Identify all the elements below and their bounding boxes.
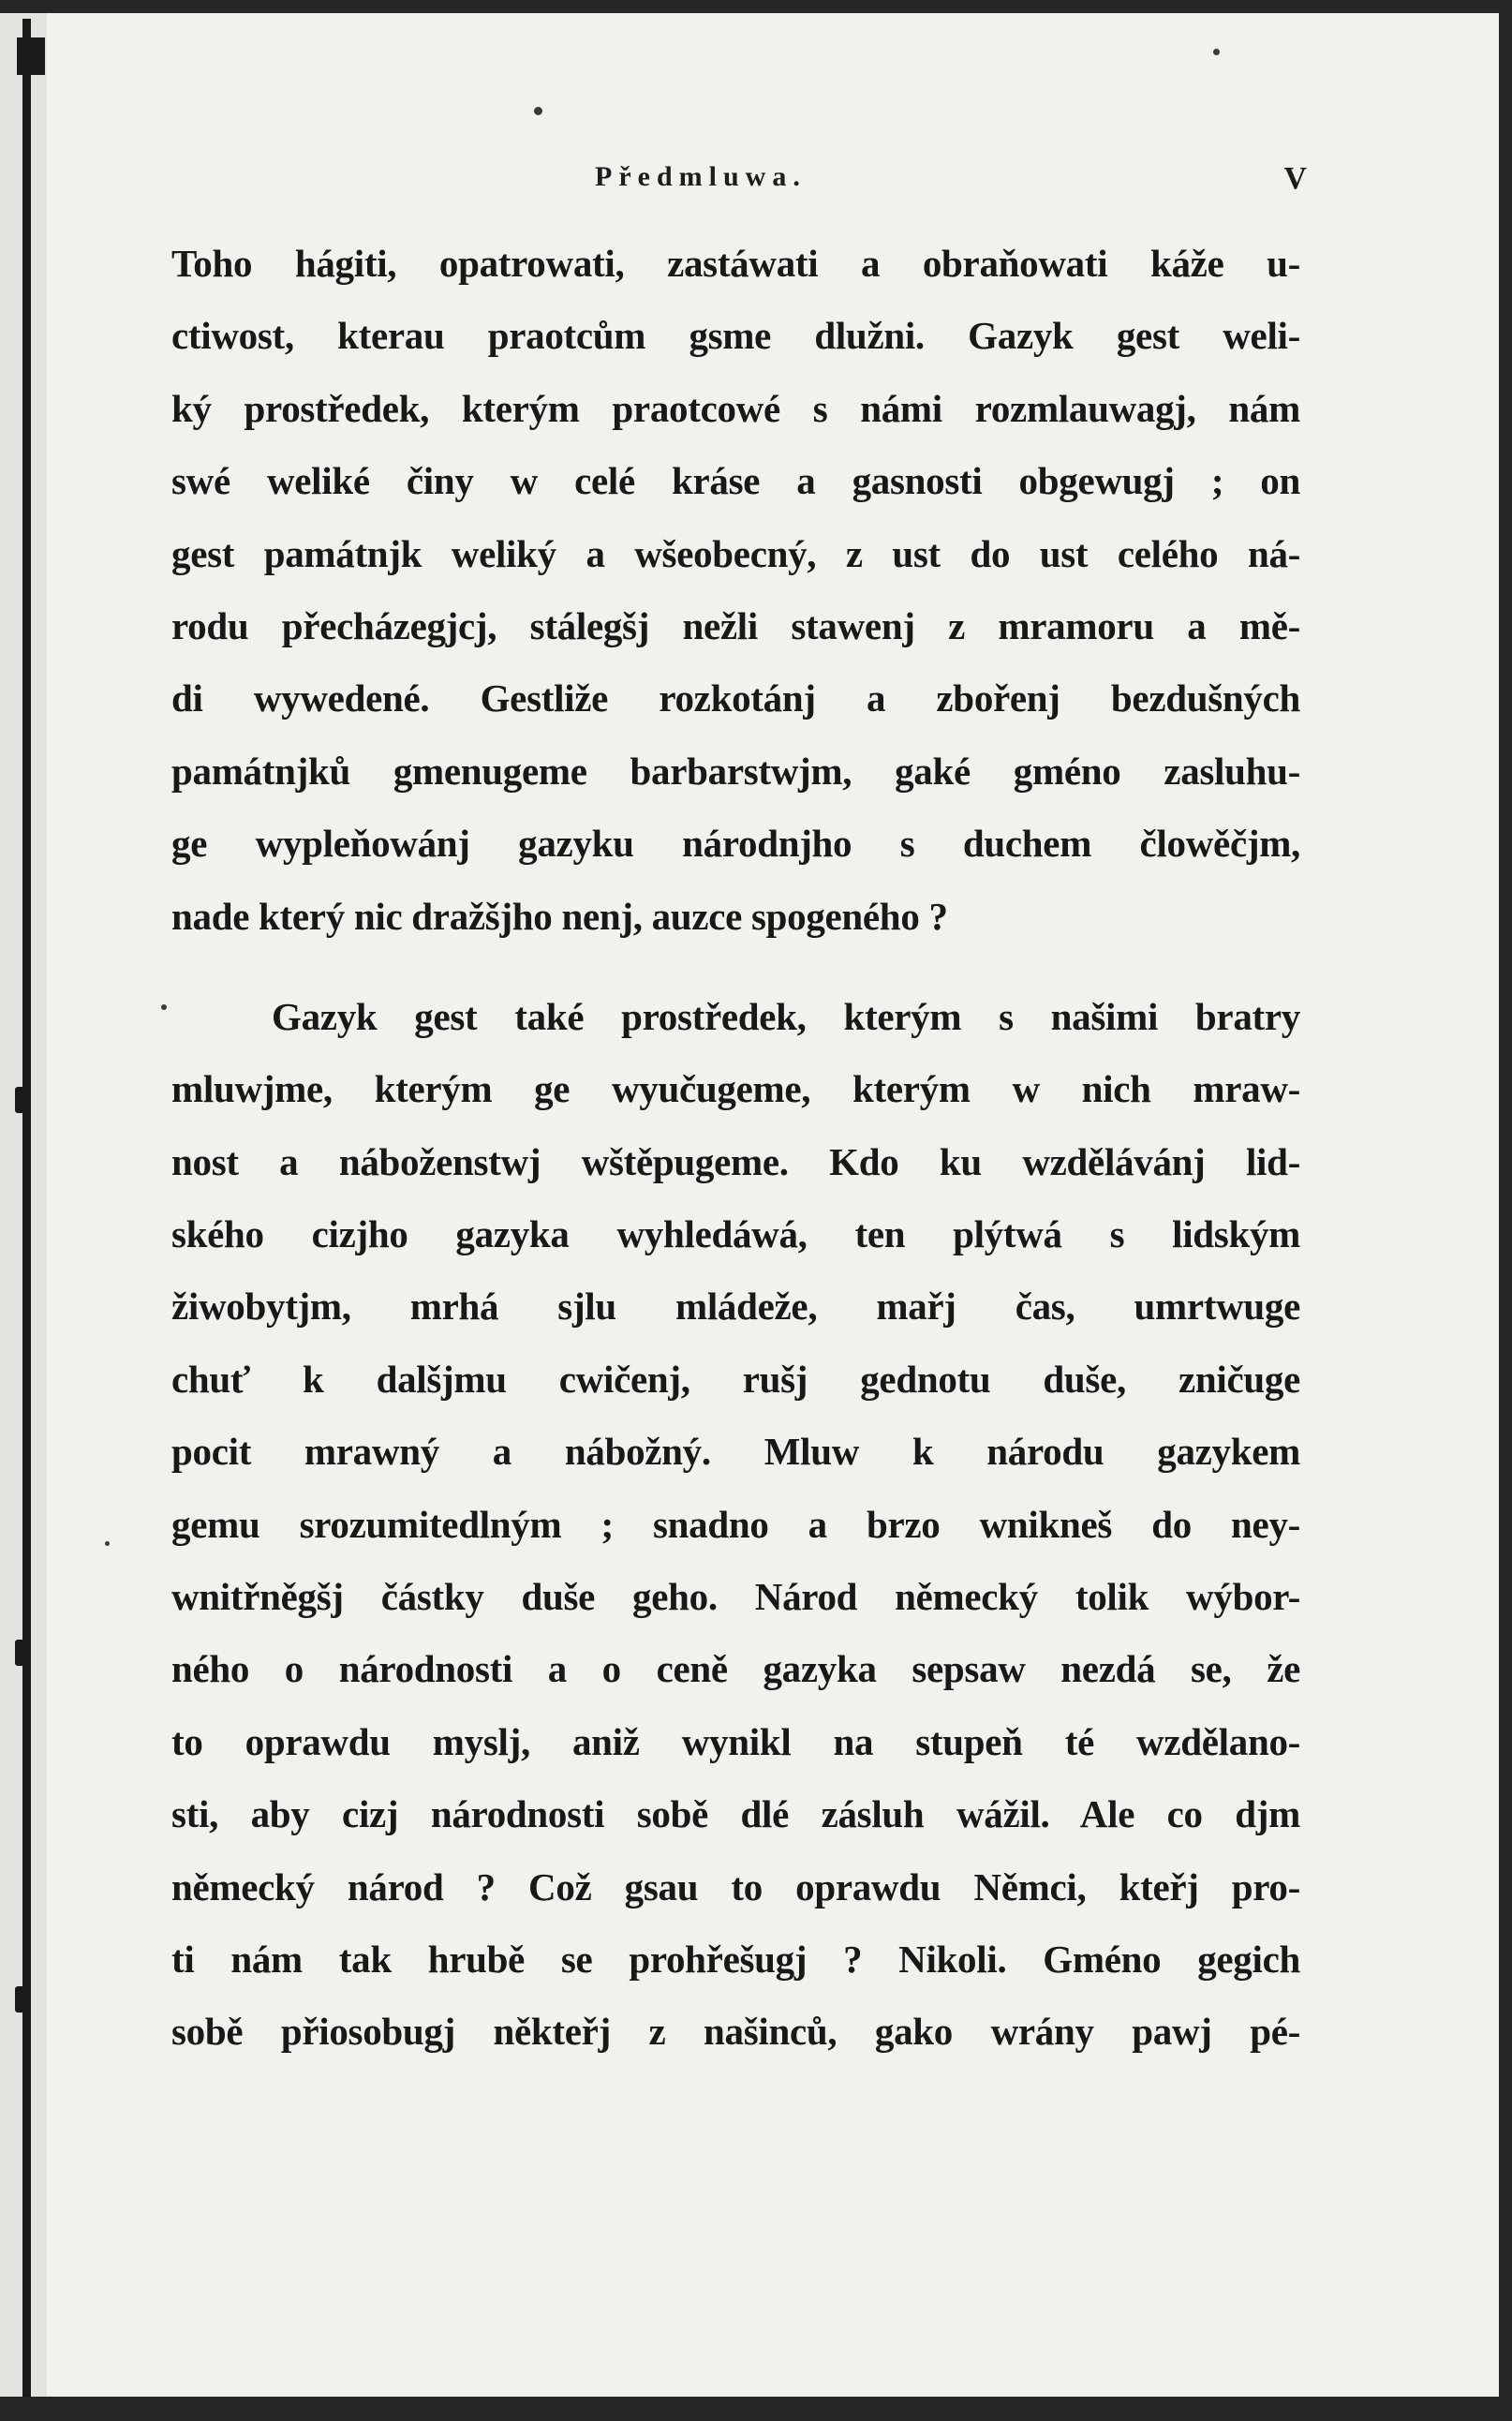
text-line: ského cizjho gazyka wyhledáwá, ten plýtwá s lidským (171, 1212, 1300, 1256)
text-line: ge wypleňowánj gazyku národnjho s duchem člowěčjm, (171, 822, 1300, 866)
ink-speck (1213, 49, 1220, 55)
text-line: chuť k dalšjmu cwičenj, rušj gednotu duše, zničuge (171, 1357, 1300, 1401)
text-line: rodu přecházegjcj, stálegšj nežli stawenj z mramoru a mě- (171, 603, 1300, 647)
binding-mark (15, 1640, 28, 1666)
running-head (173, 161, 1307, 199)
text-line: wnitřněgšj částky duše geho. Národ německý tolik wýbor- (171, 1575, 1300, 1619)
scan-border-bottom (0, 2397, 1512, 2421)
paragraph (171, 228, 1300, 953)
text-line: sobě přiosobugj někteřj z našinců, gako wrány pawj pé- (171, 2010, 1300, 2054)
binding-edge (22, 19, 31, 2399)
text-line: sti, aby cizj národnosti sobě dlé zásluh wážil. Ale co djm (171, 1792, 1300, 1836)
paragraph (171, 981, 1300, 2069)
ink-speck (534, 107, 542, 115)
text-line: mluwjme, kterým ge wyučugeme, kterým w nich mraw- (171, 1067, 1300, 1111)
text-line: gemu srozumitedlným ; snadno a brzo wnikneš do ney- (171, 1502, 1300, 1546)
text-line: swé weliké činy w celé kráse a gasnosti obgewugj ; on (171, 459, 1300, 503)
scan-border-right (1499, 0, 1512, 2421)
text-line: nost a náboženstwj wštěpugeme. Kdo ku wzdělávánj lid- (171, 1139, 1300, 1183)
scan-border-top (0, 0, 1512, 13)
binding-mark (15, 1986, 28, 2013)
text-line: památnjků gmenugeme barbarstwjm, gaké gméno zasluhu- (171, 749, 1300, 793)
paragraph-gap (171, 953, 1300, 981)
binding-mark (15, 1087, 28, 1113)
text-line: žiwobytjm, mrhá sjlu mládeže, mařj čas, umrtwuge (171, 1285, 1300, 1329)
text-line: ký prostředek, kterým praotcowé s námi rozmlauwagj, nám (171, 386, 1300, 430)
running-title: Předmluwa. (595, 161, 807, 192)
text-line: to oprawdu myslj, aniž wynikl na stupeň té wzdělano- (171, 1719, 1300, 1763)
text-line: ctiwost, kterau praotcům gsme dlužni. Gazyk gest weli- (171, 314, 1300, 358)
text-line: ného o národnosti a o ceně gazyka sepsaw nezdá se, že (171, 1647, 1300, 1691)
text-line: di wywedené. Gestliže rozkotánj a zbořenj bezdušných (171, 676, 1300, 720)
text-line: německý národ ? Což gsau to oprawdu Němci, kteřj pro- (171, 1864, 1300, 1909)
page-number: V (1283, 161, 1307, 196)
body-text (171, 228, 1300, 2069)
binding-edge-top (17, 37, 45, 75)
ink-speck (105, 1541, 110, 1546)
text-line: gest památnjk weliký a wšeobecný, z ust do ust celého ná- (171, 531, 1300, 575)
ink-speck (161, 1004, 167, 1010)
text-line: Gazyk gest také prostředek, kterým s našimi bratry (272, 994, 1300, 1038)
text-line: pocit mrawný a nábožný. Mluw k národu gazykem (171, 1430, 1300, 1474)
text-line: nade který nic dražšjho nenj, auzce spogeného ? (171, 894, 948, 938)
text-line: ti nám tak hrubě se prohřešugj ? Nikoli. Gméno gegich (171, 1937, 1300, 1981)
text-line: Toho hágiti, opatrowati, zastáwati a obraňowati káže u- (171, 242, 1300, 285)
